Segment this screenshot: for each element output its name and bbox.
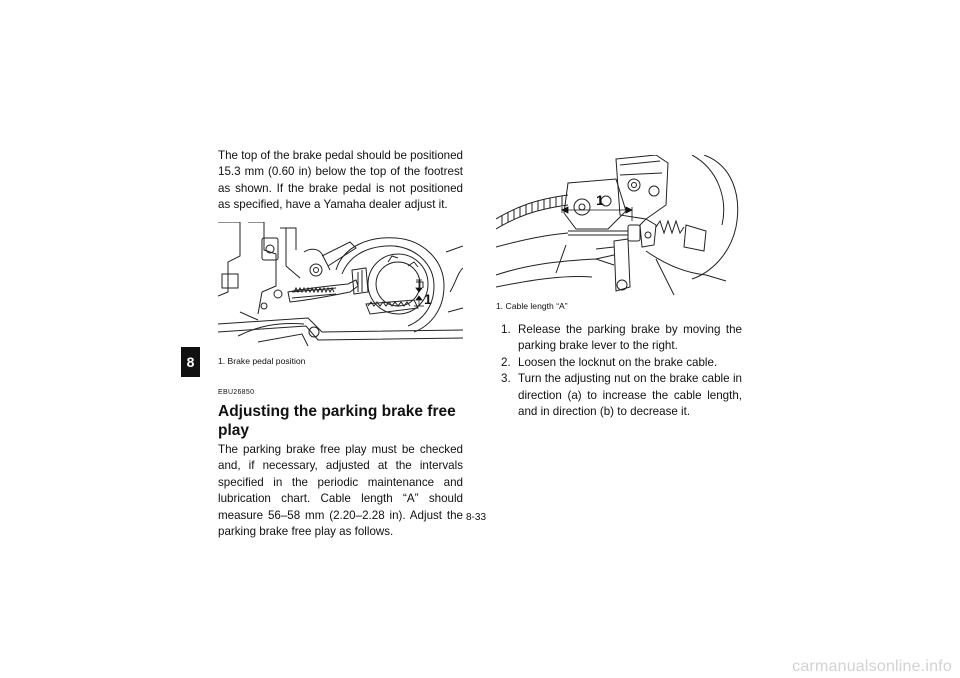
step-text: Turn the adjusting nut on the brake cable in direction (a) to increase the cable length, and in direction (b) to decrease it. — [518, 372, 742, 419]
figure2-callout: 1 — [596, 192, 604, 208]
brake-pedal-figure — [218, 222, 463, 352]
figure2-caption: 1. Cable length “A” — [496, 301, 568, 311]
brake-pedal-illustration — [218, 222, 463, 352]
step-number: 1. — [501, 323, 511, 336]
right-column — [496, 155, 742, 420]
left-column — [218, 148, 463, 540]
parking-brake-cable-illustration — [496, 155, 742, 297]
step-item — [496, 355, 742, 371]
adjustment-steps — [496, 322, 742, 420]
section-paragraph: The parking brake free play must be checked and, if necessary, adjusted at the intervals specified in the periodic maintenance and lubrication chart. Cable length “A” should measure 56–58 mm (2.20–2.28 in). Adjust the parking brake free play as follows. — [218, 443, 463, 539]
step-text: Release the parking brake by moving the parking brake lever to the right. — [518, 323, 742, 353]
step-number: 2. — [501, 355, 511, 369]
section-code: EBU26850 — [218, 388, 255, 396]
step-item — [496, 322, 742, 355]
figure1-caption: 1. Brake pedal position — [218, 355, 306, 366]
step-item — [496, 371, 742, 420]
cable-length-figure — [496, 155, 742, 297]
step-number: 3. — [501, 372, 511, 386]
figure1-callout: 1 — [424, 290, 432, 307]
intro-paragraph: The top of the brake pedal should be positioned 15.3 mm (0.60 in) below the top of the footrest as shown. If the brake pedal is not positioned as specified, have a Yamaha dealer adjust it. — [218, 149, 463, 212]
section-title: Adjusting the parking brake free play — [218, 403, 456, 440]
watermark[interactable]: carmanualsonline.info — [792, 658, 952, 675]
page-number: 8-33 — [466, 512, 487, 523]
step-text: Loosen the locknut on the brake cable. — [518, 355, 718, 369]
chapter-tab: 8 — [181, 347, 200, 377]
